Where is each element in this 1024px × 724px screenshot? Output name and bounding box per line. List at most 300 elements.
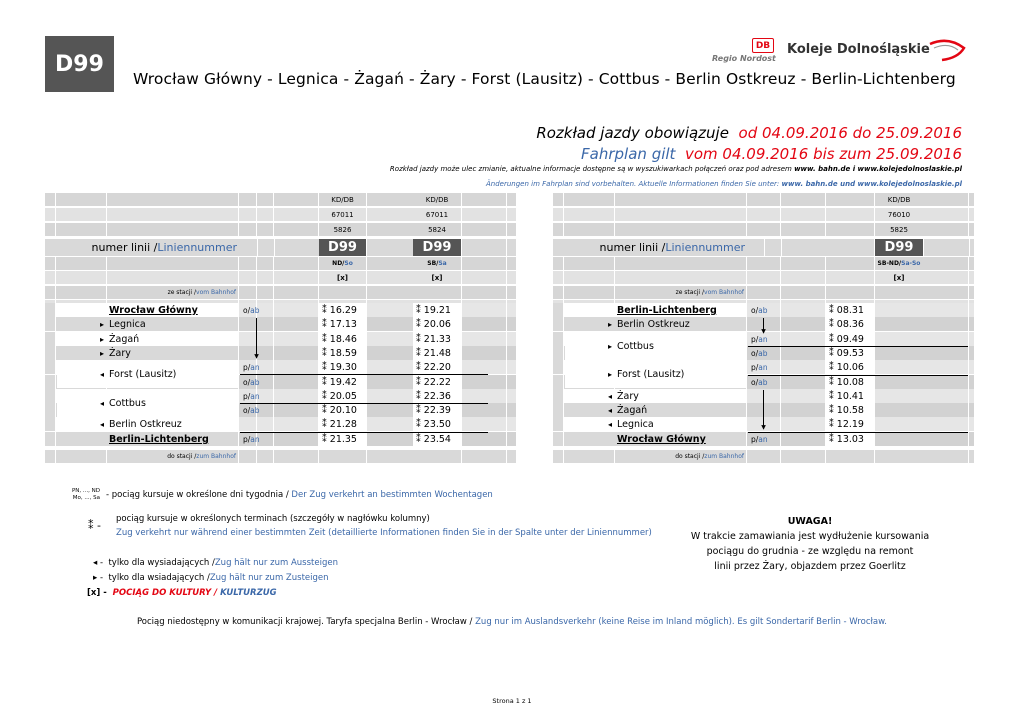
header-cell (107, 257, 238, 270)
stop-marker (57, 303, 107, 317)
row-cell (274, 332, 318, 346)
header-cell (367, 208, 413, 221)
row-separator (240, 432, 488, 433)
header-cell (239, 193, 256, 206)
row-cell (553, 360, 563, 374)
from-station-label: ze stacji / vom Bahnhof (675, 289, 744, 296)
header-cell (56, 271, 106, 284)
header-cell (367, 239, 413, 256)
header-cell (553, 286, 563, 299)
row-cell (553, 317, 563, 331)
header-cell (564, 223, 614, 236)
stop-marker: ▸ (57, 346, 107, 360)
days-symbol: PN, ..., ND Mo, ..., Sa (71, 488, 100, 501)
row-cell (969, 317, 974, 331)
header-cell (764, 286, 780, 299)
row-cell (45, 403, 55, 417)
row-cell (239, 417, 256, 431)
stop-marker: ◂ (57, 360, 107, 388)
row-cell (781, 375, 825, 389)
train-number: 76010 (887, 210, 911, 219)
row-cell (781, 303, 825, 317)
header-cell (462, 286, 506, 299)
header-cell (564, 271, 614, 284)
train-number: 67011 (425, 210, 449, 219)
row-cell (507, 389, 516, 403)
route-title: Wrocław Główny - Legnica - Żagań - Żary - Forst (Lausitz) - Cottbus - Berlin Ostkreuz - Berlin-Lichtenberg (133, 70, 956, 88)
row-cell (45, 317, 55, 331)
row-cell (747, 389, 764, 403)
alight-icon: ◂ - (93, 558, 104, 568)
train-number-2: 5824 (428, 225, 446, 234)
stop-marker: ▸ (565, 332, 615, 360)
row-cell (781, 360, 825, 374)
arrival-departure-mark: o/ ab (243, 305, 260, 315)
legend-alight: ◂ - tylko dla wysiadających /Zug hält nur zum Aussteigen (93, 558, 338, 568)
header-cell (274, 271, 318, 284)
row-cell (45, 389, 55, 403)
header-cell (107, 271, 238, 284)
stop-name: Wrocław Główny (615, 432, 746, 446)
departure-time: ⁑ 08.36 (829, 318, 864, 330)
line-badge-cell: D99 (319, 239, 366, 256)
departure-time: ⁑ 22.20 (416, 361, 451, 373)
period-text-pl: pociąg kursuje w określonych terminach (szczegóły w nagłówku kolumny) (116, 514, 430, 524)
header-cell (274, 193, 318, 206)
departure-time: ⁑ 10.06 (829, 361, 864, 373)
header-cell (875, 286, 923, 299)
days-text: - pociąg kursuje w określone dni tygodnia / Der Zug verkehrt an bestimmten Wochentagen (106, 490, 493, 500)
row-cell (553, 346, 563, 360)
row-cell (747, 403, 764, 417)
header-cell (507, 193, 516, 206)
arrival-departure-mark: o/ ab (751, 305, 768, 315)
departure-time: ⁑ 22.22 (416, 376, 451, 388)
row-cell (274, 346, 318, 360)
row-cell (367, 360, 413, 374)
notice-line: pociągu do grudnia - ze względu na remont (706, 546, 914, 557)
header-cell (107, 223, 238, 236)
header-cell (275, 239, 319, 256)
row-cell (274, 389, 318, 403)
row-cell (45, 417, 55, 431)
row-cell (969, 389, 974, 403)
row-cell (875, 360, 923, 374)
stop-name: Żagań (615, 403, 746, 417)
row-separator (240, 403, 488, 404)
header-cell (45, 286, 55, 299)
row-cell (969, 303, 974, 317)
header-cell (923, 257, 968, 270)
row-cell (45, 346, 55, 360)
header-cell (257, 193, 273, 206)
header-cell (969, 193, 974, 206)
line-badge-cell: D99 (875, 239, 923, 256)
header-cell (257, 286, 273, 299)
legend-culture: [x] - POCIĄG DO KULTURY / KULTURZUG (87, 588, 277, 598)
header-cell (923, 450, 968, 463)
header-cell (462, 271, 506, 284)
header-cell (274, 450, 318, 463)
days-code: SB-ND/ Sa-So (877, 260, 921, 267)
header-cell (462, 450, 506, 463)
departure-time: ⁑ 12.19 (829, 418, 864, 430)
header-cell (45, 450, 55, 463)
row-cell (274, 303, 318, 317)
notice-line: linii przez Żary, objazdem przez Goerlitz (714, 561, 906, 572)
row-cell (274, 432, 318, 446)
row-cell (462, 303, 506, 317)
stop-name: Żagań (107, 332, 238, 346)
header-cell (239, 223, 256, 236)
header-cell (507, 239, 516, 256)
row-cell (875, 375, 923, 389)
header-cell (507, 450, 516, 463)
header-cell (239, 208, 256, 221)
header-cell (239, 286, 256, 299)
header-cell (413, 286, 461, 299)
arrival-departure-mark: p/ an (751, 362, 768, 372)
header-cell (875, 450, 923, 463)
row-cell (923, 417, 968, 431)
row-cell (969, 346, 974, 360)
stop-name: Berlin Ostkreuz (107, 417, 238, 431)
header-cell (615, 257, 746, 270)
departure-time: ⁑ 09.49 (829, 333, 864, 345)
row-cell (969, 375, 974, 389)
header-cell (274, 223, 318, 236)
header-cell (747, 257, 764, 270)
stop-marker: ◂ (565, 417, 615, 431)
header-cell (462, 239, 506, 256)
departure-time: ⁑ 10.08 (829, 376, 864, 388)
row-cell (274, 403, 318, 417)
row-cell (923, 303, 968, 317)
arrival-departure-mark: o/ ab (751, 377, 768, 387)
row-cell (507, 303, 516, 317)
row-cell (462, 389, 506, 403)
arrival-departure-mark: p/ an (243, 434, 260, 444)
header-cell (553, 208, 563, 221)
operator-label: KD/DB (887, 195, 911, 204)
departure-time: ⁑ 22.36 (416, 390, 451, 402)
header-cell (826, 271, 874, 284)
row-cell (507, 346, 516, 360)
row-cell (45, 332, 55, 346)
row-cell (45, 432, 55, 446)
header-cell (462, 193, 506, 206)
notice-line: W trakcie zamawiania jest wydłużenie kursowania (690, 531, 930, 542)
header-cell (615, 271, 746, 284)
row-cell (274, 375, 318, 389)
row-cell (367, 332, 413, 346)
row-cell (462, 375, 506, 389)
period-text-de: Zug verkehrt nur während einer bestimmten Zeit (detaillierte Informationen finden Sie in der Spalte unter der Liniennummer) (116, 528, 652, 538)
row-cell (257, 417, 273, 431)
stop-marker (57, 432, 107, 446)
stop-marker: ▸ (57, 332, 107, 346)
header-cell (747, 208, 764, 221)
row-cell (274, 417, 318, 431)
validity-de: Fahrplan gilt vom 04.09.2016 bis zum 25.09.2016 (581, 145, 962, 163)
header-cell (56, 257, 106, 270)
header-cell (553, 223, 563, 236)
to-station-label: do stacji / zum Bahnhof (167, 453, 236, 460)
row-cell (367, 432, 413, 446)
header-cell (564, 286, 614, 299)
arrival-departure-mark: p/ an (751, 434, 768, 444)
row-cell (257, 332, 273, 346)
continuation-line-arrow: ▼ (761, 424, 766, 431)
header-cell (764, 223, 780, 236)
row-cell (781, 317, 825, 331)
notice-title: UWAGA! (787, 516, 833, 527)
train-number: 67011 (331, 210, 354, 219)
row-cell (875, 389, 923, 403)
continuation-line-arrow: ▼ (761, 328, 766, 335)
page-number: Strona 1 z 1 (492, 697, 532, 705)
header-cell (826, 450, 874, 463)
header-cell (564, 257, 614, 270)
header-cell (923, 271, 968, 284)
row-cell (781, 346, 825, 360)
header-cell (923, 286, 968, 299)
stop-marker: ▸ (565, 360, 615, 388)
header-cell (239, 271, 256, 284)
stop-marker: ◂ (565, 403, 615, 417)
row-cell (257, 317, 273, 331)
header-cell (319, 286, 366, 299)
header-cell (782, 239, 826, 256)
row-cell (507, 317, 516, 331)
row-cell (969, 332, 974, 346)
row-cell (875, 403, 923, 417)
row-cell (367, 375, 413, 389)
header-cell (367, 257, 413, 270)
header-cell (764, 193, 780, 206)
header-cell (615, 223, 746, 236)
row-cell (923, 346, 968, 360)
stop-name: Legnica (615, 417, 746, 431)
header-cell (747, 286, 764, 299)
row-cell (875, 332, 923, 346)
departure-time: ⁑ 18.59 (322, 347, 357, 359)
header-cell (970, 239, 974, 256)
row-cell (923, 375, 968, 389)
departure-time: ⁑ 20.05 (322, 390, 357, 402)
header-cell (367, 450, 413, 463)
stop-marker (565, 432, 615, 446)
departure-time: ⁑ 21.28 (322, 418, 357, 430)
row-cell (923, 389, 968, 403)
header-cell (507, 223, 516, 236)
departure-time: ⁑ 21.33 (416, 333, 451, 345)
header-cell (781, 450, 825, 463)
header-cell (781, 271, 825, 284)
header-cell (56, 208, 106, 221)
board-icon: ▸ - (93, 573, 104, 583)
row-cell (507, 403, 516, 417)
row-cell (507, 360, 516, 374)
header-cell (969, 257, 974, 270)
header-cell (413, 450, 461, 463)
period-icon: ⁑ - (88, 519, 101, 532)
row-cell (367, 389, 413, 403)
header-cell (923, 208, 968, 221)
line-badge: D99 (45, 36, 114, 92)
row-cell (923, 332, 968, 346)
header-cell (56, 223, 106, 236)
stop-marker: ▸ (565, 317, 615, 331)
header-cell (553, 193, 563, 206)
line-number-label: numer linii / Liniennummer (553, 239, 748, 256)
stop-name: Żary (615, 389, 746, 403)
stop-name: Forst (Lausitz) (615, 360, 746, 388)
stop-name: Berlin-Lichtenberg (615, 303, 746, 317)
header-cell (257, 208, 273, 221)
header-cell (367, 271, 413, 284)
stop-name: Berlin Ostkreuz (615, 317, 746, 331)
header-cell (969, 286, 974, 299)
header-cell (781, 257, 825, 270)
to-station-label: do stacji / zum Bahnhof (675, 453, 744, 460)
row-cell (462, 317, 506, 331)
row-cell (969, 360, 974, 374)
header-cell (462, 257, 506, 270)
line-number-label: numer linii / Liniennummer (45, 239, 240, 256)
row-cell (367, 403, 413, 417)
header-cell (239, 450, 256, 463)
header-cell (764, 271, 780, 284)
row-cell (553, 375, 563, 389)
stop-marker: ▸ (57, 317, 107, 331)
header-cell (765, 239, 781, 256)
db-logo: DB (752, 38, 774, 53)
row-cell (462, 332, 506, 346)
header-cell (274, 286, 318, 299)
stop-name: Cottbus (107, 389, 238, 417)
line-badge-cell: D99 (413, 239, 461, 256)
culture-train-mark: [x] (893, 273, 905, 282)
departure-time: ⁑ 20.06 (416, 318, 451, 330)
stop-name: Wrocław Główny (107, 303, 238, 317)
continuation-line (256, 318, 257, 358)
header-cell (45, 193, 55, 206)
culture-train-mark: [x] (337, 273, 348, 282)
row-cell (781, 417, 825, 431)
row-cell (239, 332, 256, 346)
stop-name: Żary (107, 346, 238, 360)
row-cell (45, 360, 55, 374)
header-cell (615, 208, 746, 221)
departure-time: ⁑ 10.58 (829, 404, 864, 416)
note-de: Änderungen im Fahrplan sind vorbehalten. Aktuelle Informationen finden Sie unter: www. bahn.de und www.kolejedolnoslaskie.pl (486, 180, 962, 188)
row-cell (45, 375, 55, 389)
departure-time: ⁑ 16.29 (322, 304, 357, 316)
header-cell (826, 193, 874, 206)
header-cell (257, 257, 273, 270)
arrival-departure-mark: o/ ab (243, 377, 260, 387)
row-cell (553, 432, 563, 446)
stop-marker: ◂ (565, 389, 615, 403)
row-cell (875, 432, 923, 446)
header-cell (747, 193, 764, 206)
row-cell (875, 303, 923, 317)
row-cell (781, 332, 825, 346)
header-cell (969, 450, 974, 463)
departure-time: ⁑ 08.31 (829, 304, 864, 316)
row-cell (923, 360, 968, 374)
row-cell (507, 332, 516, 346)
footer-note: Pociąg niedostępny w komunikacji krajowej. Taryfa specjalna Berlin - Wrocław / Zug nur im Auslandsverkehr (keine Reise im Inland möglich). Es gilt Sondertarif Berlin - Wrocław. (136, 617, 888, 627)
header-cell (319, 450, 366, 463)
days-code: SB/ Sa (427, 260, 447, 267)
stop-name: Berlin-Lichtenberg (107, 432, 238, 446)
header-cell (553, 257, 563, 270)
row-cell (367, 346, 413, 360)
row-cell (969, 403, 974, 417)
header-cell (564, 208, 614, 221)
row-separator (240, 374, 488, 375)
legend-board: ▸ - tylko dla wsiadających /Zug hält nur zum Zusteigen (93, 573, 329, 583)
header-cell (107, 193, 238, 206)
arrival-departure-mark: p/ an (751, 334, 768, 344)
header-cell (507, 208, 516, 221)
departure-time: ⁑ 23.54 (416, 433, 451, 445)
header-cell (507, 257, 516, 270)
header-cell (240, 239, 257, 256)
arrival-departure-mark: o/ ab (751, 348, 768, 358)
koleje-dolnoslaskie-logo: Koleje Dolnośląskie (787, 42, 930, 57)
stop-name: Cottbus (615, 332, 746, 360)
train-number-2: 5826 (333, 225, 352, 234)
train-number-2: 5825 (890, 225, 908, 234)
row-cell (875, 317, 923, 331)
row-cell (239, 317, 256, 331)
row-cell (553, 303, 563, 317)
departure-time: ⁑ 22.39 (416, 404, 451, 416)
header-cell (826, 223, 874, 236)
header-cell (56, 450, 106, 463)
days-code: ND/ So (332, 260, 353, 267)
validity-pl: Rozkład jazdy obowiązuje od 04.09.2016 do 25.09.2016 (536, 124, 962, 142)
header-cell (969, 208, 974, 221)
header-cell (107, 208, 238, 221)
row-cell (462, 346, 506, 360)
header-cell (462, 223, 506, 236)
stop-name: Legnica (107, 317, 238, 331)
row-cell (367, 417, 413, 431)
header-cell (258, 239, 274, 256)
header-cell (764, 208, 780, 221)
header-cell (507, 286, 516, 299)
kd-swoosh-icon (928, 38, 968, 64)
header-cell (826, 208, 874, 221)
row-cell (507, 417, 516, 431)
regio-nordost-logo: Regio Nordost (712, 54, 776, 63)
row-cell (462, 417, 506, 431)
arrival-departure-mark: p/ an (243, 362, 260, 372)
row-cell (764, 403, 780, 417)
row-cell (274, 317, 318, 331)
departure-time: ⁑ 13.03 (829, 433, 864, 445)
row-cell (923, 317, 968, 331)
stop-marker: ◂ (57, 389, 107, 417)
header-cell (367, 193, 413, 206)
header-cell (781, 223, 825, 236)
header-cell (826, 257, 874, 270)
row-cell (367, 317, 413, 331)
